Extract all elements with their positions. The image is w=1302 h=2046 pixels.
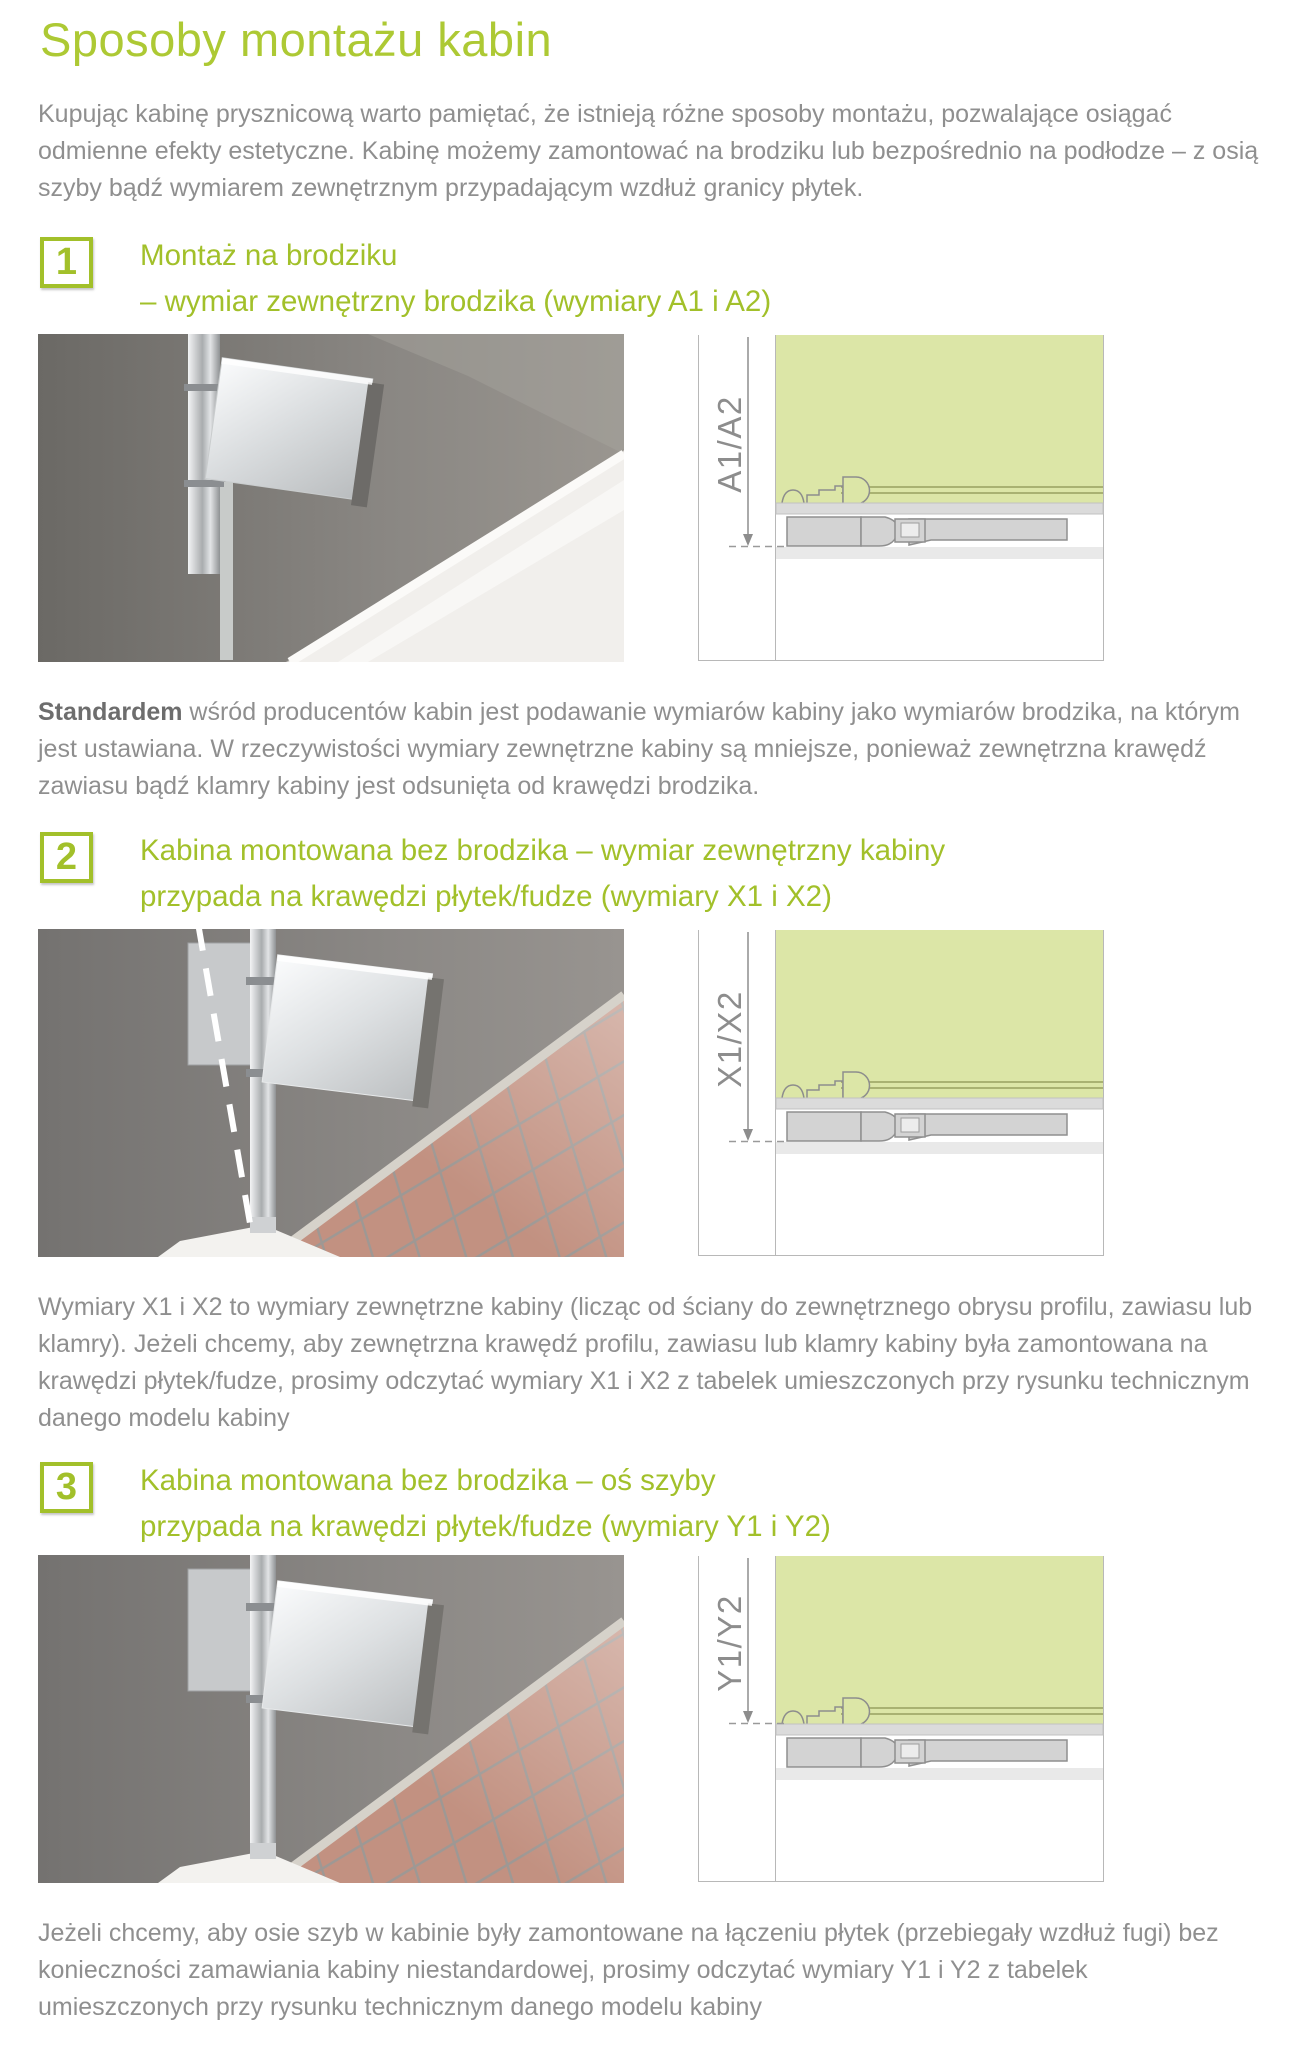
section-media-row [38, 929, 1264, 1257]
tray-profile-section [787, 1112, 1067, 1141]
hinge-plate [261, 1581, 444, 1734]
intro-paragraph: Kupując kabinę prysznicową warto pamiętać, że istnieją różne sposoby montażu, pozwalające osiągać odmienne efekty estetyczne. Kabinę możemy zamontować na brodziku lub bezpośrednio na podłodze – z osią szyby bądź wymiarem zewnętrznym przypadającym wzdłuż granicy płytek. [38, 100, 1259, 202]
section-paragraph [38, 1289, 1264, 1437]
section-media-row [38, 1555, 1264, 1883]
section-heading-line-2: przypada na krawędzi płytek/fudze (wymiary Y1 i Y2) [140, 1510, 831, 1543]
technical-diagram-x1-x2 [695, 929, 1107, 1257]
glass-area [776, 1556, 1103, 1724]
paragraph-text: wśród producentów kabin jest podawanie wymiarów kabiny jako wymiarów brodzika, na którym jest ustawiana. W rzeczywistości wymiary zewnętrzne kabiny są mniejsze, ponieważ zewnętrzna krawędź zawiasu bądź klamry kabiny jest odsunięta od krawędzi brodzika. [38, 698, 1240, 800]
section-montaz-na-brodziku [38, 233, 1264, 805]
glass-area [776, 930, 1103, 1098]
section-heading [140, 828, 945, 920]
tray-profile-section [787, 517, 1067, 546]
diagram-dimension-label: Y1/Y2 [711, 1594, 748, 1692]
section-heading [140, 233, 771, 325]
section-heading-line-1: Kabina montowana bez brodzika – wymiar zewnętrzny kabiny [140, 834, 946, 867]
hinge-plate [261, 955, 444, 1108]
section-bez-brodzika-os-szyby [38, 1458, 1264, 2026]
section-header [38, 1458, 1264, 1550]
photo-hinge-tiles-dashed-line [38, 929, 624, 1257]
page-title: Sposoby montażu kabin [40, 13, 553, 66]
paragraph-text: Jeżeli chcemy, aby osie szyb w kabinie były zamontowane na łączeniu płytek (przebiegały wzdłuż fugi) bez konieczności zamawiania kabiny niestandardowej, prosimy odczytać wymiary Y1 i Y2 z tabelek umieszczonych przy rysunku technicznym danego modelu kabiny [38, 1919, 1219, 2021]
photo-hinge-on-shower-tray [38, 334, 624, 662]
photo-hinge-tiles [38, 1555, 624, 1883]
section-heading-line-2: przypada na krawędzi płytek/fudze (wymiary X1 i X2) [140, 880, 832, 913]
diagram-dimension-label: A1/A2 [711, 395, 748, 493]
technical-diagram-y1-y2 [695, 1555, 1107, 1883]
paragraph-lead-word: Standardem [38, 698, 183, 726]
glass-area [776, 335, 1103, 503]
section-paragraph [38, 694, 1264, 805]
section-number-badge: 1 [40, 237, 93, 288]
section-media-row [38, 334, 1264, 662]
section-header [38, 233, 1264, 325]
section-paragraph [38, 1915, 1264, 2026]
section-heading-line-1: Montaż na brodziku [140, 239, 398, 272]
section-heading-line-2: – wymiar zewnętrzny brodzika (wymiary A1 i A2) [140, 285, 772, 318]
technical-diagram-a1-a2 [695, 334, 1107, 662]
tray-profile-section [787, 1738, 1067, 1767]
paragraph-text: Wymiary X1 i X2 to wymiary zewnętrzne kabiny (licząc od ściany do zewnętrznego obrysu profilu, zawiasu lub klamry). Jeżeli chcemy, aby zewnętrzna krawędź profilu, zawiasu lub klamry kabiny była zamontowana na krawędzi płytek/fudze, prosimy odczytać wymiary X1 i X2 z tabelek umieszczonych przy rysunku technicznym danego modelu kabiny [38, 1293, 1253, 1432]
section-heading-line-1: Kabina montowana bez brodzika – oś szyby [140, 1464, 716, 1497]
section-header [38, 828, 1264, 920]
section-number-badge: 3 [40, 1462, 93, 1513]
section-heading [140, 1458, 831, 1550]
diagram-dimension-label: X1/X2 [711, 990, 748, 1088]
glass-edge [220, 482, 233, 660]
section-bez-brodzika-wymiar-zewnetrzny [38, 828, 1264, 1437]
section-number-badge: 2 [40, 832, 93, 883]
